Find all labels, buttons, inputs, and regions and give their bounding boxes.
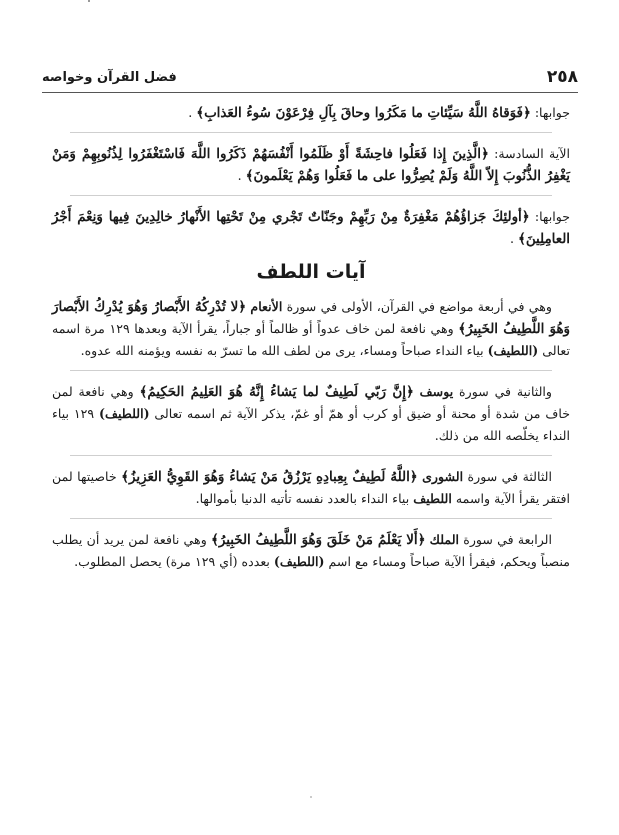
- divine-name: (اللطيف): [273, 554, 325, 569]
- paragraph-text: وهي في أربعة مواضع في القرآن، الأولى في سورة: [282, 299, 552, 314]
- quran-verse: ﴿اللَّهُ لَطِيفٌ بِعِبادِهِ يَرْزُقُ مَنْ يَشاءُ وَهُوَ القَوِيُّ العَزِيزُ﴾: [121, 469, 418, 485]
- section-title: آيات اللطف: [256, 261, 366, 283]
- header-rule: [42, 92, 578, 93]
- divider: [70, 455, 552, 456]
- verse-label: الآية السادسة:: [488, 146, 570, 161]
- divider: [70, 132, 552, 133]
- divine-name: (اللطيف): [487, 343, 539, 358]
- quran-verse: ﴿إِنَّ رَبّي لَطِيفٌ لما يَشاءُ إِنَّهُ هُوَ العَلِيمُ الحَكِيمُ﴾: [139, 384, 414, 400]
- page-number: ٢٥٨: [546, 67, 578, 87]
- paragraph-text: ١٢٩ بياء النداء يخلّصه الله من ذلك.: [52, 406, 570, 443]
- quran-verse: ﴿الَّذِينَ إِذا فَعَلُوا فاحِشَةً أَوْ ظَلَمُوا أَنْفُسَهُمْ ذَكَرُوا اللَّهَ فَاسْتَغْفَرُوا لِذُنُوبِهِمْ وَمَنْ يَغْفِرُ الذُّنُوبَ إِلاّ اللَّهُ وَلَمْ يُصِرُّوا على ما فَعَلُوا وَهُمْ يَعْلَمونَ﴾: [52, 146, 570, 184]
- sentence-end: .: [237, 168, 246, 183]
- surah-name: يوسف: [419, 384, 454, 399]
- paragraph-text: بياء النداء صباحاً ومساء، يرى من لطف الله ما تسرّ به نفسه ويؤمنه الله عدوه.: [80, 343, 488, 358]
- surah-name: الأنعام: [250, 299, 283, 314]
- page-body: [52, 102, 570, 581]
- paragraph-text: خاصيتها لمن افتقر يقرأ الآية واسمه: [52, 469, 570, 506]
- paragraph-text: الرابعة في سورة: [459, 532, 552, 547]
- scan-mark: [88, 0, 90, 2]
- paragraph-fourth: [52, 529, 570, 573]
- paragraph-text: وهي نافعة لمن خاف عدواً أو ظالماً أو جباراً، يقرأ الآية وبعدها ١٢٩ مرة اسمه تعالى: [52, 321, 570, 358]
- answer-label: جوابها:: [529, 209, 571, 224]
- paragraph-text: وهي نافعة لمن يريد أن يطلب منصباً ويحكم، فيقرأ الآية صباحاً ومساء مع اسم: [52, 532, 570, 569]
- running-title: فضل القرآن وخواصه: [42, 69, 177, 85]
- paragraph-second: [52, 381, 570, 447]
- surah-name: الملك: [429, 532, 460, 547]
- quran-verse: ﴿لا تُدْرِكُهُ الأَبْصارُ وَهُوَ يُدْرِكُ الأَبْصارَ وَهُوَ اللَّطِيفُ الخَبِيرُ﴾: [52, 299, 570, 337]
- surah-name: الشورى: [422, 469, 464, 484]
- answer-paragraph-1: [52, 102, 570, 124]
- page-header: [42, 66, 578, 88]
- paragraph-text: والثانية في سورة: [453, 384, 552, 399]
- verse-six-paragraph: [52, 143, 570, 187]
- answer-paragraph-2: [52, 206, 570, 250]
- paragraph-text: بعدده (أي ١٢٩ مرة) يحصل المطلوب.: [74, 554, 274, 569]
- divider: [70, 518, 552, 519]
- scan-speck: [310, 796, 312, 798]
- answer-label: جوابها:: [530, 105, 570, 120]
- sentence-end: .: [509, 231, 518, 246]
- quran-verse: ﴿أولئِكَ جَزاؤُهُمْ مَغْفِرَةٌ مِنْ رَبِّهِمْ وجَنّاتٌ تَجْري مِنْ تَحْتِها الأَنْهارُ خالِدِينَ فِيها وَنِعْمَ أَجْرُ العامِلِينَ﴾: [52, 209, 570, 247]
- paragraph-text: الثالثة في سورة: [463, 469, 552, 484]
- divider: [70, 195, 552, 196]
- divider: [70, 370, 552, 371]
- sentence-end: .: [188, 105, 197, 120]
- paragraph-first: [52, 296, 570, 362]
- paragraph-text: بياء النداء بالعدد نفسه تأتيه الدنيا بأموالها.: [195, 491, 414, 506]
- paragraph-third: [52, 466, 570, 510]
- divine-name: (اللطيف): [99, 406, 150, 421]
- paragraph-text: وهي نافعة لمن خاف من شدة أو محنة أو ضيق أو كرب أو همّ أو غمّ، يذكر الآية ثم اسمه تعالى: [52, 384, 570, 421]
- quran-verse: ﴿فَوَقاهُ اللَّهُ سَيِّئاتِ ما مَكَرُوا وحاقَ بِآلِ فِرْعَوْنَ سُوءُ العَذابِ﴾: [196, 105, 531, 121]
- quran-verse: ﴿أَلا يَعْلَمُ مَنْ خَلَقَ وَهُوَ اللَّطِيفُ الخَبِيرُ﴾: [210, 532, 426, 548]
- divine-name: اللطيف: [413, 491, 452, 506]
